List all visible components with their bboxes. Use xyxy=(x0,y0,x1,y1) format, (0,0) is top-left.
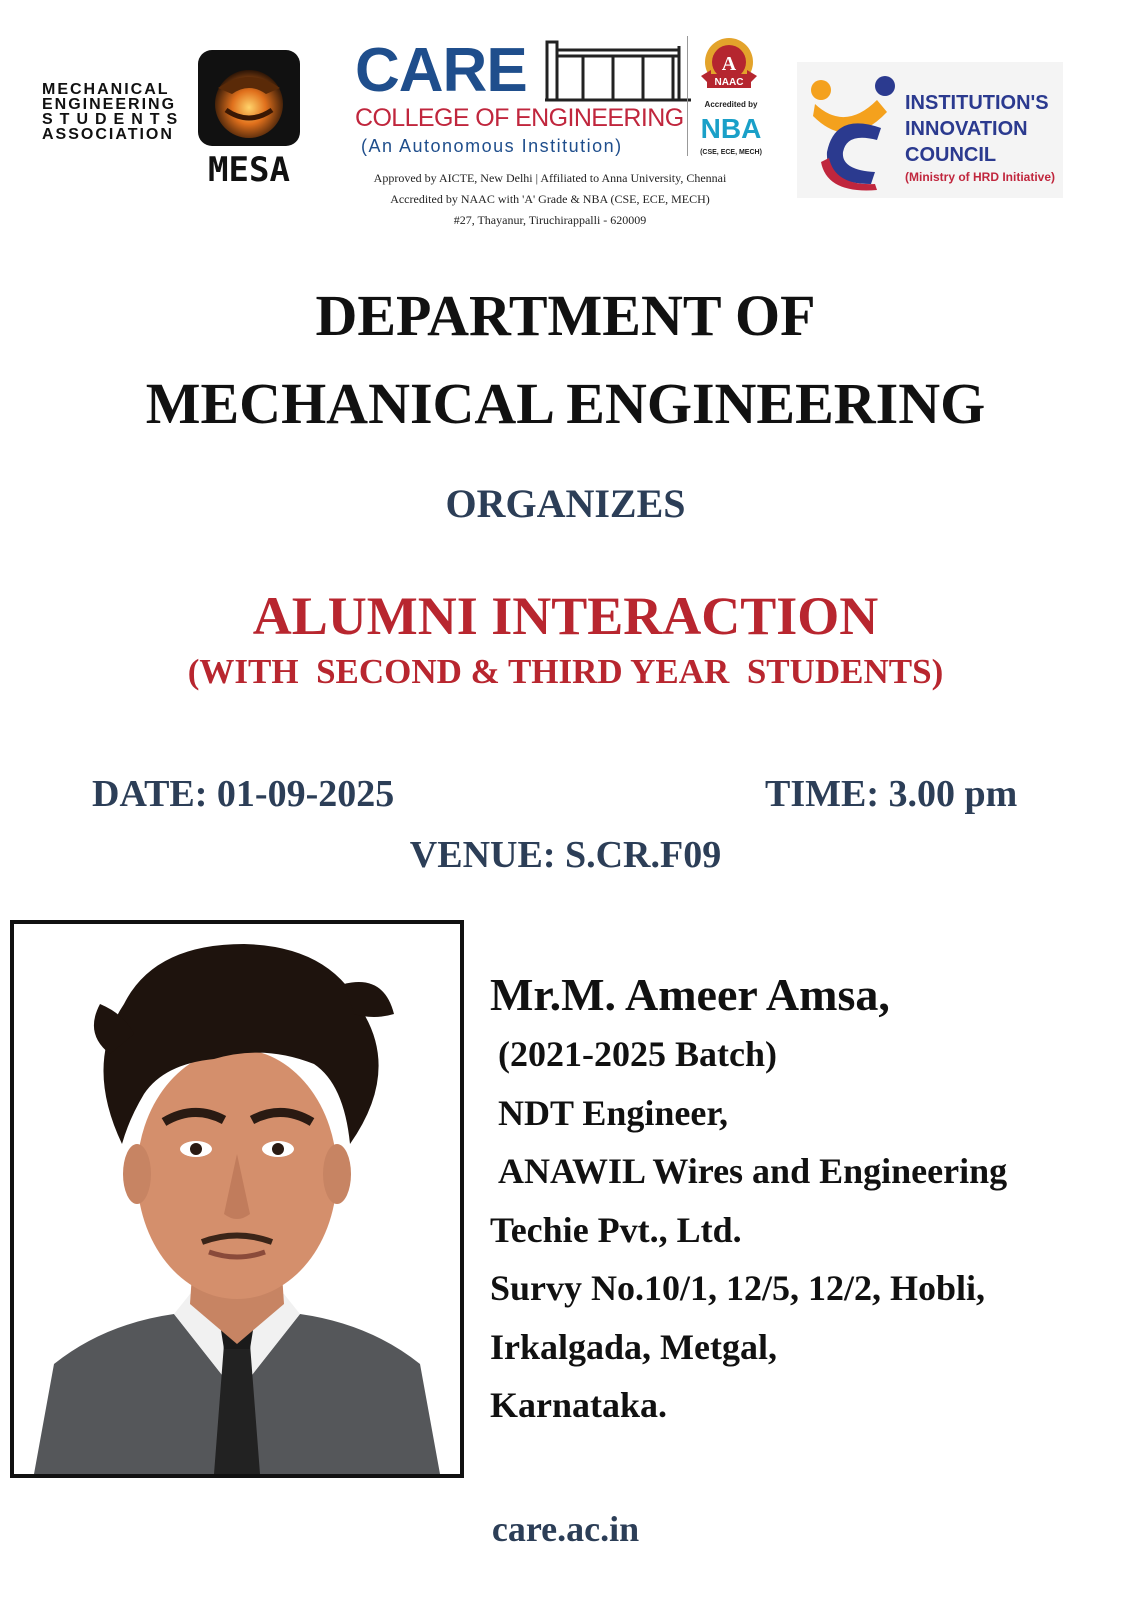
alumni-batch: (2021-2025 Batch) xyxy=(498,1034,777,1074)
event-subtitle: (WITH SECOND & THIRD YEAR STUDENTS) xyxy=(187,652,944,691)
alumni-name: Mr.M. Ameer Amsa, xyxy=(490,969,890,1020)
alumni-portrait-image xyxy=(14,924,460,1474)
event-date: DATE: 01-09-2025 xyxy=(92,773,395,815)
website-link[interactable]: care.ac.in xyxy=(491,1509,640,1549)
college-full-name: COLLEGE OF ENGINEERING xyxy=(355,104,684,132)
mesa-text-line: ENGINEERING xyxy=(42,96,177,113)
mesa-logo xyxy=(196,48,302,190)
alumni-role: NDT Engineer, xyxy=(498,1092,729,1133)
alumni-company-line: ANAWIL Wires and Engineering xyxy=(498,1151,1008,1191)
naac-grade: A xyxy=(721,53,737,75)
college-header xyxy=(355,36,765,236)
event-time: TIME: 3.00 pm xyxy=(765,773,1018,815)
alumni-details xyxy=(490,965,1110,1435)
iic-line: COUNCIL xyxy=(905,144,997,166)
nba-badge-icon xyxy=(700,98,762,158)
alumni-address-line: Survy No.10/1, 12/5, 12/2, Hobli, xyxy=(490,1268,986,1308)
mesa-logo-text: MESA xyxy=(208,150,290,190)
nba-label: Accredited by xyxy=(704,100,758,109)
header-divider xyxy=(687,36,688,156)
nba-depts: (CSE, ECE, MECH) xyxy=(700,149,762,156)
mesa-logo-icon xyxy=(196,48,302,190)
mesa-text-line: ASSOCIATION xyxy=(42,126,174,143)
iic-figure-icon xyxy=(805,72,901,192)
department-title-line: DEPARTMENT OF xyxy=(315,283,816,348)
iic-line: INNOVATION xyxy=(905,118,1028,140)
approval-line: #27, Thayanur, Tiruchirappalli - 620009 xyxy=(453,213,647,227)
approval-line: Accredited by NAAC with 'A' Grade & NBA (CSE, ECE, MECH) xyxy=(390,192,710,206)
mesa-text-line: MECHANICAL xyxy=(42,81,170,98)
organizes-text: ORGANIZES xyxy=(445,481,686,526)
alumni-address-line: Karnataka. xyxy=(490,1385,668,1425)
alumni-company-line: Techie Pvt., Ltd. xyxy=(490,1209,742,1250)
naac-label: NAAC xyxy=(714,77,744,88)
alumni-photo xyxy=(10,920,464,1478)
mesa-text-line: STUDENTS xyxy=(42,111,185,128)
mesa-association-text xyxy=(42,82,184,142)
iic-subtitle: (Ministry of HRD Initiative) xyxy=(905,170,1056,184)
college-tagline: (An Autonomous Institution) xyxy=(361,136,623,156)
college-name: CARE xyxy=(355,36,527,105)
naac-badge-icon xyxy=(695,36,763,94)
college-building-icon xyxy=(543,36,693,102)
iic-logo xyxy=(797,62,1063,198)
event-venue: VENUE: S.CR.F09 xyxy=(409,834,722,876)
event-title: ALUMNI INTERACTION xyxy=(252,586,879,646)
nba-logo: NBA xyxy=(700,113,762,144)
iic-line: INSTITUTION'S xyxy=(905,92,1049,114)
alumni-address-line: Irkalgada, Metgal, xyxy=(490,1326,777,1367)
college-approval-text xyxy=(350,168,750,231)
approval-line: Approved by AICTE, New Delhi | Affiliated to Anna University, Chennai xyxy=(373,171,727,185)
department-title-line: MECHANICAL ENGINEERING xyxy=(145,371,986,436)
